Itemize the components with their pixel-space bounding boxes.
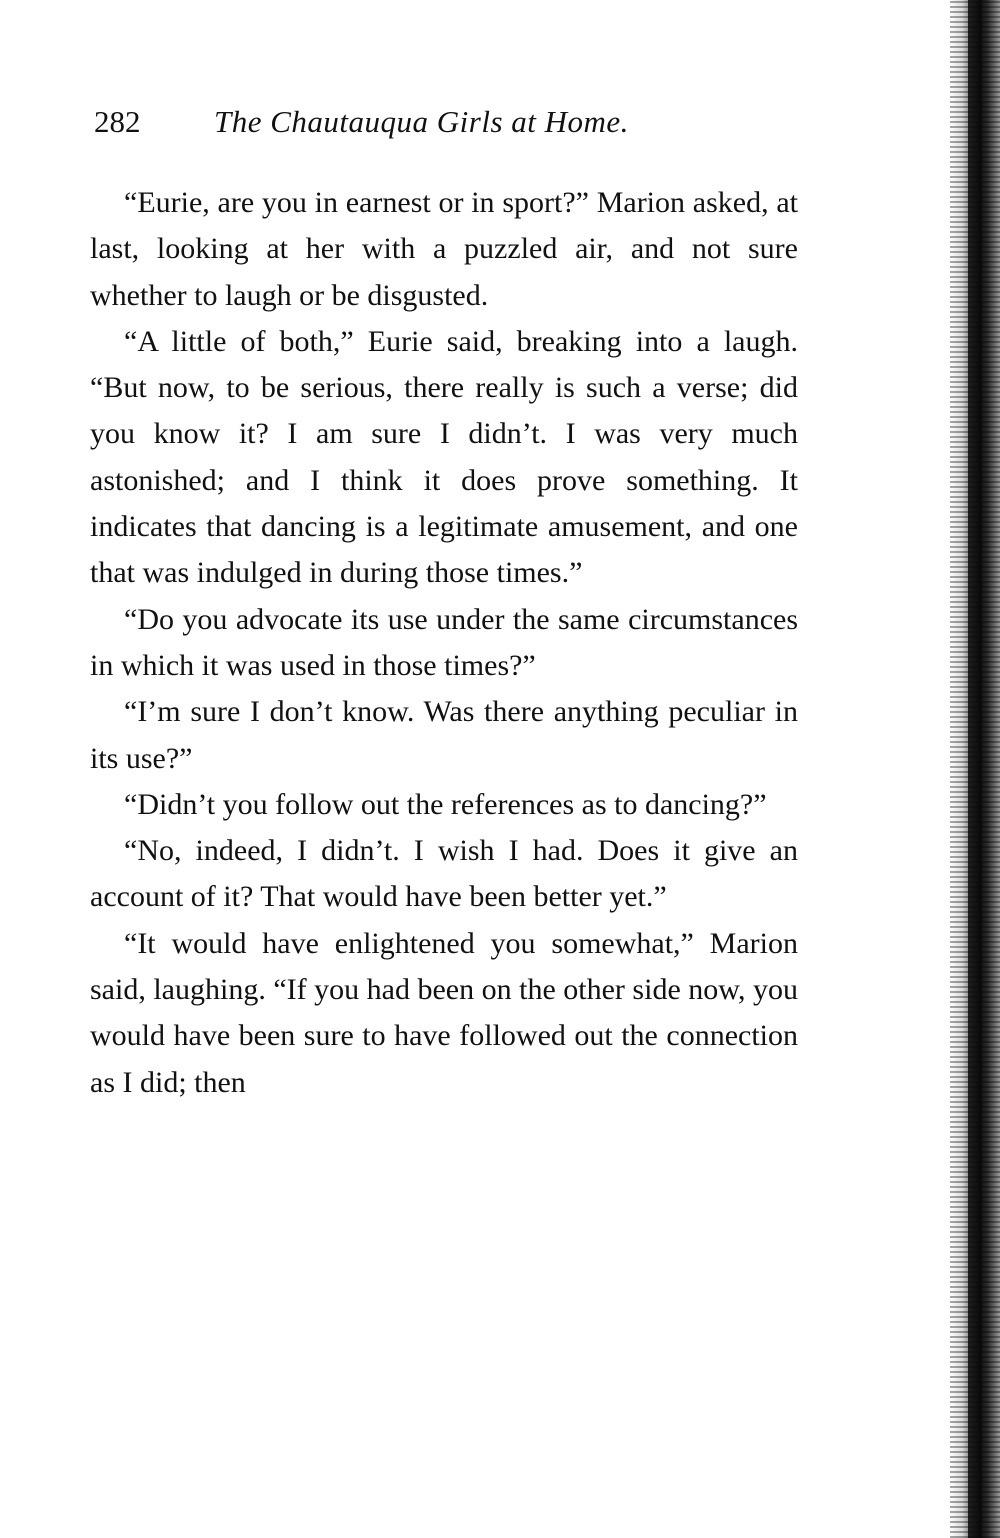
paragraph: “Didn’t you follow out the references as to dancing?”: [124, 787, 767, 821]
paragraph: “I’m sure I don’t know. Was there anything peculiar in its use?”: [90, 695, 798, 775]
binding-shadow: [968, 0, 982, 1538]
body-text: [90, 180, 798, 1106]
paragraph: “Eurie, are you in earnest or in sport?” Marion asked, at last, looking at her with a puzzled air, and not sure whether to laugh or be disgusted.: [90, 186, 798, 312]
paragraph: “It would have enlightened you somewhat,” Marion said, laughing. “If you had been on the other side now, you would have been sure to have followed out the connection as I did; then: [90, 926, 798, 1099]
paragraph: “No, indeed, I didn’t. I wish I had. Does it give an account of it? That would have been better yet.”: [90, 834, 798, 914]
page-header: [92, 100, 792, 144]
running-title: The Chautauqua Girls at Home.: [214, 104, 629, 139]
page-number: 282: [94, 104, 141, 139]
paragraph: “A little of both,” Eurie said, breaking into a laugh. “But now, to be serious, there really is such a verse; did you know it? I am sure I didn’t. I was very much astonished; and I think it does prove something. It indicates that dancing is a legitimate amusement, and one that was indulged in during those times.”: [90, 324, 798, 590]
paragraph: “Do you advocate its use under the same circumstances in which it was used in those times?”: [90, 602, 798, 682]
